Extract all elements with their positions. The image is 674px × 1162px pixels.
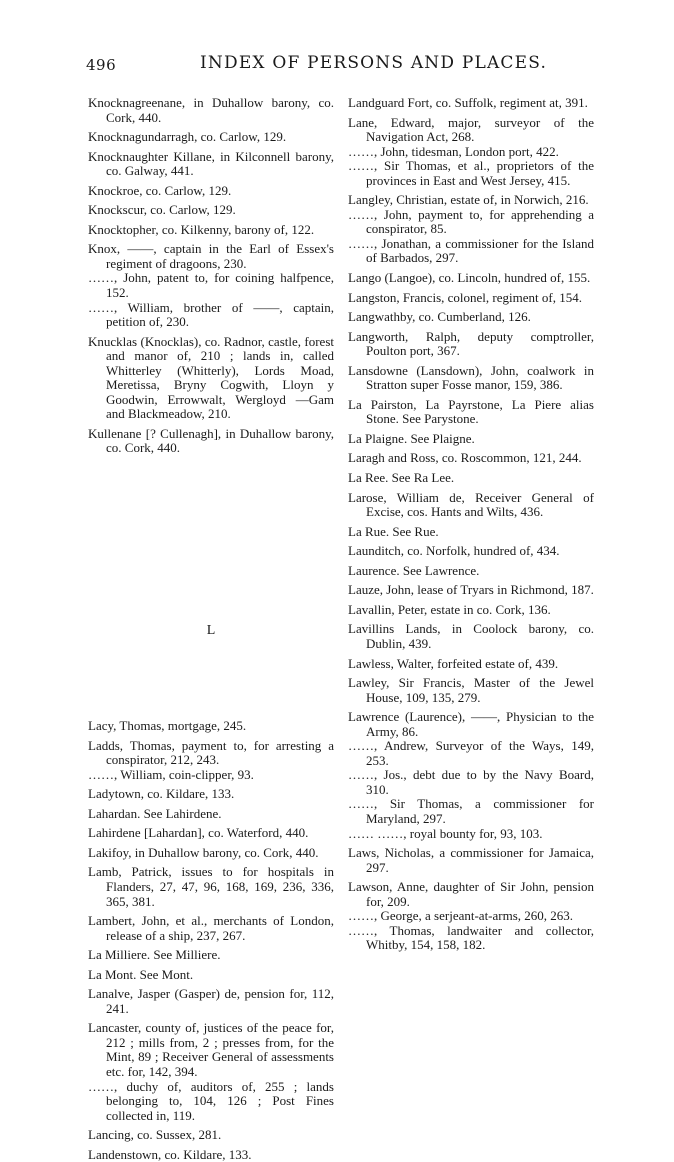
index-entry: ……, John, tidesman, London port, 422. [348, 143, 559, 159]
index-entry: Lavallin, Peter, estate in co. Cork, 136. [348, 601, 551, 617]
index-entry: Lane, Edward, major, surveyor of the Navigation Act, 268. [348, 114, 594, 145]
index-entry: ……, Thomas, landwaiter and collector, Whitby, 154, 158, 182. [348, 922, 594, 953]
index-entry: La Milliere. See Milliere. [88, 947, 221, 963]
section-spacer-bottom [88, 638, 334, 719]
index-entry: Knockroe, co. Carlow, 129. [88, 182, 232, 198]
index-entry: Knocknaughter Killane, in Kilconnell barony, co. Galway, 441. [88, 148, 334, 179]
index-entry: La Pairston, La Payrstone, La Piere alias Stone. See Parystone. [348, 396, 594, 427]
index-entry: Lavillins Lands, in Coolock barony, co. Dublin, 439. [348, 621, 594, 651]
index-entry: …… ……, royal bounty for, 93, 103. [348, 825, 543, 841]
index-entry: Lacy, Thomas, mortgage, 245. [88, 718, 247, 734]
index-entry: Lansdowne (Lansdown), John, coalwork in Stratton super Fosse manor, 159, 386. [348, 362, 594, 393]
index-entry: Lawley, Sir Francis, Master of the Jewel House, 109, 135, 279. [348, 675, 594, 705]
index-entry: Lancaster, county of, justices of the peace for, 212 ; mills from, 2 ; presses from, for the Mint, 89 ; Receiver General of assessments etc. for, 142, 394. [88, 1020, 334, 1079]
index-entry: Ladytown, co. Kildare, 133. [88, 786, 235, 802]
index-entry: Launditch, co. Norfolk, hundred of, 434. [348, 543, 560, 559]
section-letter: L [206, 623, 216, 639]
index-entry: Lauze, John, lease of Tryars in Richmond, 187. [348, 582, 594, 598]
index-entry: La Ree. See Ra Lee. [348, 470, 455, 486]
index-entry: Langley, Christian, estate of, in Norwich, 216. [348, 192, 589, 208]
section-spacer-top [88, 456, 334, 624]
index-entry: Ladds, Thomas, payment to, for arresting a conspirator, 212, 243. [88, 737, 334, 768]
index-entry: Laurence. See Lawrence. [348, 562, 480, 578]
index-entry: Landguard Fort, co. Suffolk, regiment at, 391. [348, 95, 588, 110]
right-column [348, 96, 594, 953]
page-number: 496 [86, 56, 117, 74]
index-entry: Lamb, Patrick, issues to for hospitals in Flanders, 27, 47, 96, 168, 169, 236, 336, 365, 381. [88, 864, 334, 909]
index-entry: Lahirdene [Lahardan], co. Waterford, 440. [88, 825, 309, 841]
index-entry: Langwathby, co. Cumberland, 126. [348, 309, 531, 325]
page-title: INDEX OF PERSONS AND PLACES. [200, 53, 548, 73]
index-entry: ……, duchy of, auditors of, 255 ; lands belonging to, 104, 126 ; Post Fines collected in, 119. [88, 1078, 334, 1123]
index-entry: Lawson, Anne, daughter of Sir John, pension for, 209. [348, 879, 594, 909]
index-entry: Lahardan. See Lahirdene. [88, 805, 222, 821]
index-entry: ……, William, coin-clipper, 93. [88, 766, 254, 782]
index-entry: Kullenane [? Cullenagh], in Duhallow barony, co. Cork, 440. [88, 425, 334, 456]
index-entry: Lakifoy, in Duhallow barony, co. Cork, 440. [88, 844, 319, 860]
index-entry: ……, Sir Thomas, et al., proprietors of the provinces in East and West Jersey, 415. [348, 158, 594, 188]
index-entry: ……, Jos., debt due to by the Navy Board, 310. [348, 767, 594, 797]
index-entry: Knocktopher, co. Kilkenny, barony of, 122. [88, 221, 315, 237]
index-entry: Laragh and Ross, co. Roscommon, 121, 244. [348, 450, 582, 466]
left-column-bottom-entries [88, 719, 334, 1162]
index-entry: La Plaigne. See Plaigne. [348, 430, 475, 446]
index-entry: ……, William, brother of ——, captain, petition of, 230. [88, 299, 334, 330]
index-entry: Knox, ——, captain in the Earl of Essex's regiment of dragoons, 230. [88, 241, 334, 271]
index-entry: Lambert, John, et al., merchants of London, release of a ship, 237, 267. [88, 913, 334, 943]
index-entry: ……, Sir Thomas, a commissioner for Maryland, 297. [348, 796, 594, 826]
index-entry: Knucklas (Knocklas), co. Radnor, castle, forest and manor of, 210 ; lands in, called Whitterley (Whitterly), Lords Moad, Meretissa, Bryny Cogwith, Lloyn y Goodwin, Errowwalt, Wergloyd —Gam and Blackmeadow, 210. [88, 333, 334, 422]
index-entry: ……, Jonathan, a commissioner for the Island of Barbados, 297. [348, 235, 594, 266]
index-entry: Larose, William de, Receiver General of Excise, cos. Hants and Wilts, 436. [348, 489, 594, 520]
index-entry: La Rue. See Rue. [348, 523, 439, 539]
index-entry: Laws, Nicholas, a commissioner for Jamaica, 297. [348, 845, 594, 875]
index-entry: ……, George, a serjeant-at-arms, 260, 263. [348, 908, 574, 924]
index-entry: La Mont. See Mont. [88, 966, 194, 982]
index-entry: Lancing, co. Sussex, 281. [88, 1127, 222, 1143]
index-entry: ……, John, payment to, for apprehending a conspirator, 85. [348, 206, 594, 237]
index-entry: Knocknagundarragh, co. Carlow, 129. [88, 129, 287, 145]
index-entry: Langworth, Ralph, deputy comptroller, Poulton port, 367. [348, 328, 594, 359]
index-entry: Lango (Langoe), co. Lincoln, hundred of, 155. [348, 270, 591, 286]
left-column [88, 96, 334, 1162]
index-entry: ……, John, patent to, for coining halfpence, 152. [88, 270, 334, 301]
index-entry: ……, Andrew, Surveyor of the Ways, 149, 253. [348, 738, 594, 768]
index-entry: Knockscur, co. Carlow, 129. [88, 202, 236, 218]
index-entry: Lawrence (Laurence), ——, Physician to the Army, 86. [348, 709, 594, 739]
left-column-top-entries [88, 96, 334, 456]
index-entry: Langston, Francis, colonel, regiment of, 154. [348, 289, 582, 305]
index-entry: Lanalve, Jasper (Gasper) de, pension for, 112, 241. [88, 986, 334, 1016]
index-entry: Knocknagreenane, in Duhallow barony, co. Cork, 440. [88, 95, 334, 125]
index-entry: Landenstown, co. Kildare, 133. [88, 1146, 252, 1162]
index-entry: Lawless, Walter, forfeited estate of, 439. [348, 655, 559, 671]
